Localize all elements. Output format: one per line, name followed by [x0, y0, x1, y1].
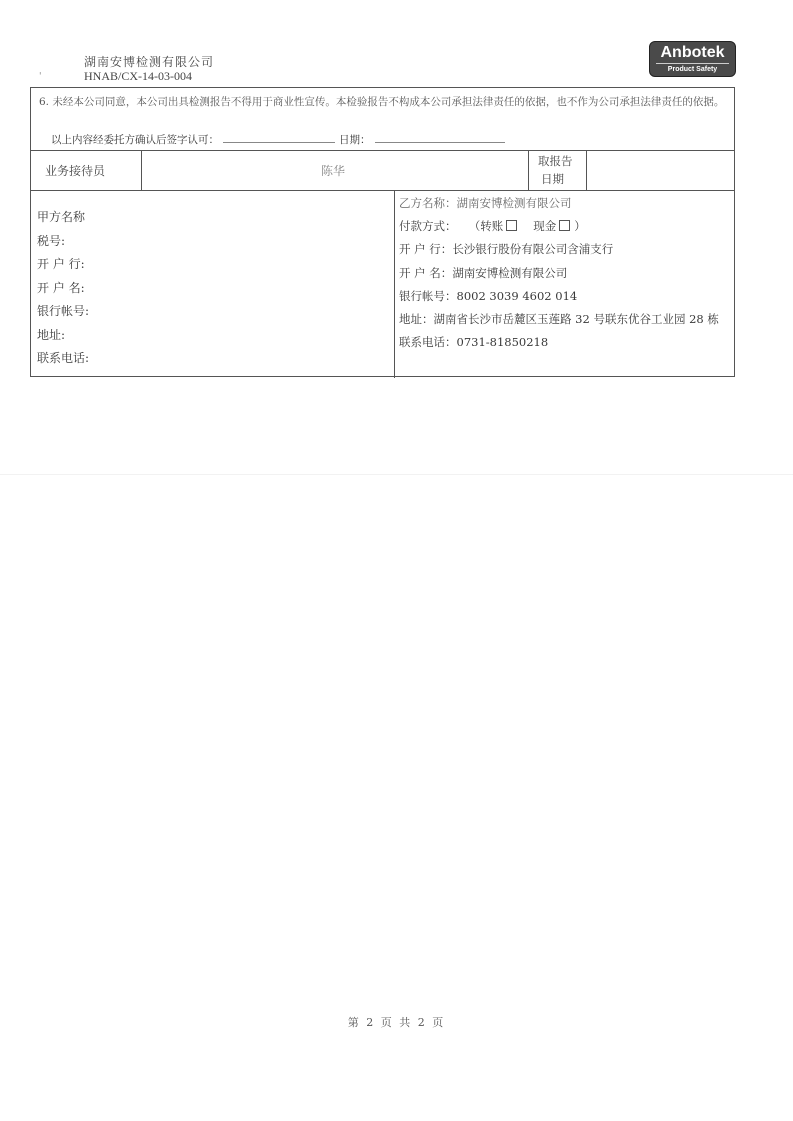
report-date-label: [538, 152, 573, 188]
scan-fold-line: [0, 474, 793, 475]
confirm-label: 以上内容经委托方确认后签字认可：: [51, 134, 219, 146]
party-a-phone-label: 联系电话:: [37, 351, 90, 365]
column-divider: [528, 150, 529, 190]
handler-name: 陈华: [321, 164, 346, 178]
column-divider: [586, 150, 587, 190]
party-a-address-label: 地址:: [37, 327, 66, 342]
party-b-address-label: 地址：: [399, 312, 434, 327]
company-name: 湖南安博检测有限公司: [84, 55, 215, 69]
column-divider: [141, 150, 142, 190]
confirm-line: [51, 132, 505, 147]
anbotek-logo: [649, 41, 736, 77]
row-divider: [31, 190, 734, 191]
party-b-address-row: [399, 308, 734, 331]
party-a-tax-label: 税号:: [37, 233, 66, 248]
report-date-field[interactable]: [591, 154, 731, 186]
handler-label: 业务接待员: [45, 164, 106, 178]
clause-text: 6. 未经本公司同意，本公司出具检测报告不得用于商业性宣传。本检验报告不构成本公司承担法律责任的依据，也不作为公司承担法律责任的依据。: [39, 96, 725, 108]
payment-close: ）: [574, 219, 586, 234]
payment-label: 付款方式：: [399, 219, 457, 234]
logo-tagline: Product Safety: [656, 63, 729, 74]
document-code: HNAB/CX-14-03-004: [84, 69, 192, 83]
payment-transfer-label: （转账: [474, 219, 504, 234]
column-divider: [394, 190, 395, 378]
party-b-bank-row: [399, 238, 734, 261]
signature-line[interactable]: [223, 132, 335, 143]
party-b-name-row: [399, 192, 734, 215]
party-b-account-name-label: 开 户 名：: [399, 265, 453, 280]
date-line[interactable]: [375, 132, 505, 143]
order-form-table: [30, 87, 735, 377]
row-divider: [31, 150, 734, 151]
page-number: 第 2 页 共 2 页: [347, 1016, 446, 1029]
party-b-name-label: 乙方名称：: [399, 196, 457, 210]
party-b-bank-value: 长沙银行股份有限公司含浦支行: [452, 242, 614, 257]
party-b-phone-row: [399, 331, 734, 354]
party-b-address-value: 湖南省长沙市岳麓区玉莲路 32 号联东优谷工业园 28 栋: [433, 312, 719, 327]
payment-cash-label: 现金: [533, 219, 557, 234]
party-b-account-no-label: 银行帐号：: [399, 288, 457, 303]
party-b-phone-value: 0731-81850218: [456, 335, 549, 350]
date-label: 日期：: [339, 134, 371, 146]
report-label-line1: 取报告: [538, 154, 573, 168]
party-a-bank-label: 开 户 行:: [37, 257, 85, 271]
party-b-bank-label: 开 户 行：: [399, 242, 453, 257]
party-b-account-name-row: [399, 262, 734, 285]
party-b-account-no-row: [399, 285, 734, 308]
party-a-account-name-label: 开 户 名:: [37, 280, 85, 295]
party-b-payment-row: [399, 215, 734, 238]
scan-mark: ': [39, 72, 42, 82]
party-b-account-name-value: 湖南安博检测有限公司: [452, 265, 568, 280]
party-a-block: [37, 206, 89, 371]
party-b-account-no-value: 8002 3039 4602 014: [456, 288, 578, 303]
party-b-block: [399, 192, 734, 354]
report-label-line2: 日期: [541, 172, 564, 186]
cash-checkbox[interactable]: [559, 220, 570, 231]
party-b-phone-label: 联系电话：: [399, 335, 457, 350]
party-a-name-label: 甲方名称: [37, 210, 86, 224]
transfer-checkbox[interactable]: [506, 220, 517, 231]
party-b-name-value: 湖南安博检测有限公司: [456, 196, 572, 210]
party-a-account-no-label: 银行帐号:: [37, 304, 90, 318]
logo-brand: Anbotek: [660, 44, 725, 61]
